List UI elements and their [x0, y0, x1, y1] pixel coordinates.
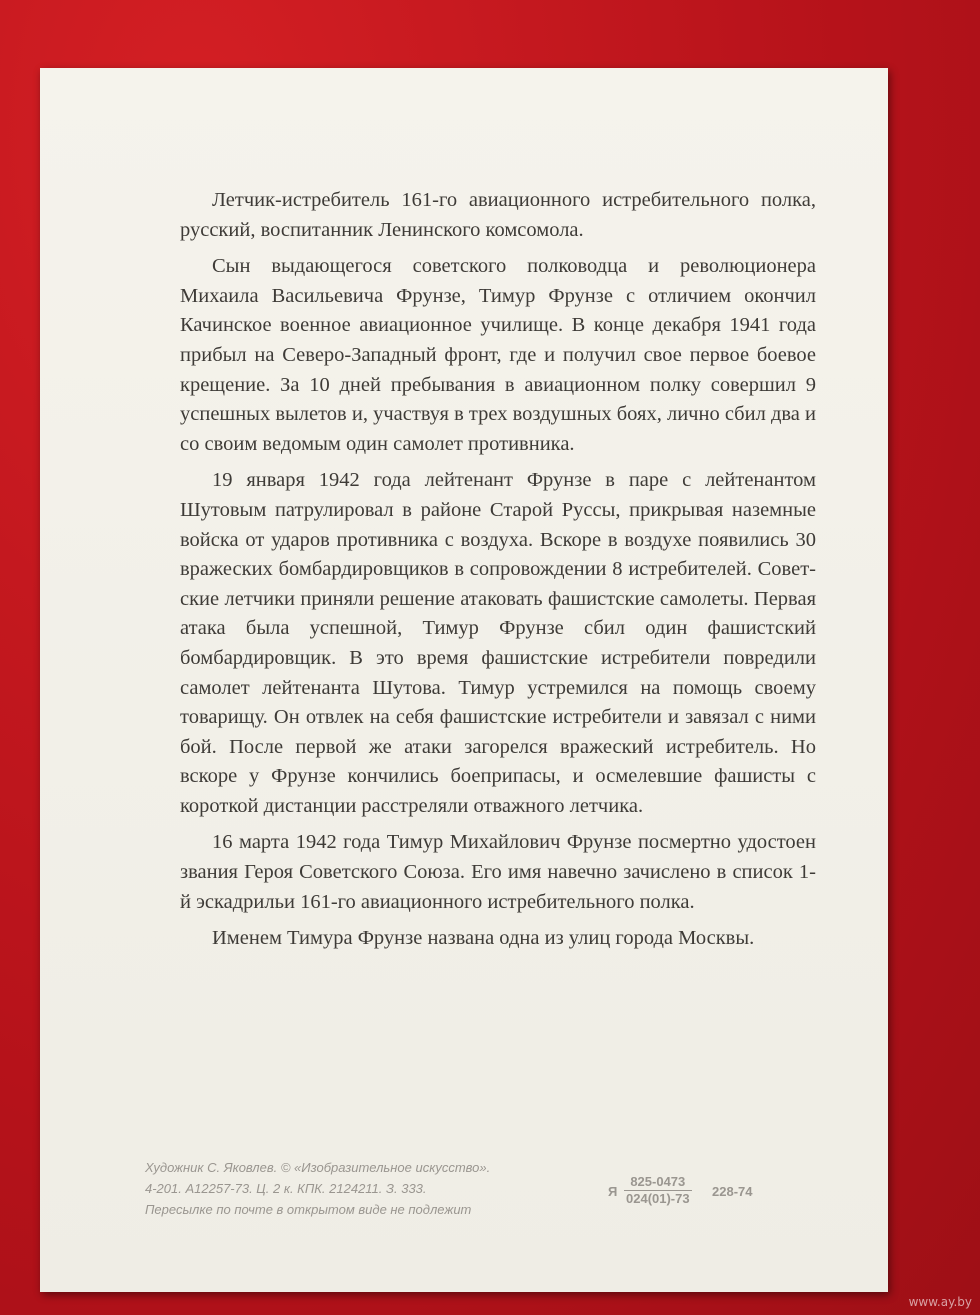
code-suffix: 228-74: [712, 1184, 753, 1199]
imprint-print-info: 4-201. А12257-73. Ц. 2 к. КПК. 2124211. З. 333.: [145, 1181, 427, 1196]
body-text: [180, 186, 816, 961]
paragraph-biography: Сын выдающегося советского полководца и революционера Михаила Васильевича Фрунзе, Тимур Фрунзе с отличием окончил Качинское военное авиационное училище. В конце декабря 1941 года прибыл на Северо-Западный фронт, где и получил свое первое боевое крещение. За 10 дней пребывания в авиационном полку совершил 9 успешных вылетов и, участвуя в трех воздушных боях, лично сбил два и со своим ведомым один самолет противника.: [180, 255, 816, 455]
postcard-back: [40, 68, 888, 1292]
code-fraction: [624, 1174, 692, 1207]
paragraph-last-battle: 19 января 1942 года лейтенант Фрунзе в паре с лейтенантом Шутовым патрулировал в районе Старой Руссы, прикрывая наземные войска от ударов противника с воздуха. Вскоре в воздухе появились 30 вражеских бомбардировщиков в сопровождении 8 истребителей. Советские летчики приняли решение атаковать фашистские самолеты. Первая атака была успешной, Тимур Фрунзе сбил один фашистский бомбардировщик. В это время фашистские истребители повредили самолет лейтенанта Шутова. Тимур устремился на помощь своему товарищу. Он отвлек на себя фашистские истребители и завязал с ними бой. После первой же атаки загорелся вражеский истребитель. Но вскоре у Фрунзе кончились боеприпасы, и осмелевшие фашисты с короткой дистанции расстреляли отважного летчика.: [180, 469, 816, 817]
paragraph-street: Именем Тимура Фрунзе названа одна из улиц города Москвы.: [212, 927, 755, 950]
site-watermark: www.ay.by: [908, 1295, 972, 1309]
imprint-artist: Художник С. Яковлев. © «Изобразительное искусство».: [145, 1160, 491, 1175]
code-numerator: 825-0473: [624, 1174, 692, 1191]
code-denominator: 024(01)-73: [626, 1191, 690, 1206]
paragraph-intro: Летчик-истребитель 161-го авиационного истребительного полка, русский, воспитанник Ленинского комсомола.: [180, 189, 816, 241]
code-letter: Я: [608, 1184, 618, 1199]
paragraph-hero-title: 16 марта 1942 года Тимур Михайлович Фрунзе посмертно удостоен звания Героя Советского Союза. Его имя навечно зачислено в список 1-й эскадрильи 161-го авиационного истребительного полка.: [180, 831, 816, 913]
imprint-postal-note: Пересылке по почте в открытом виде не подлежит: [145, 1202, 472, 1217]
